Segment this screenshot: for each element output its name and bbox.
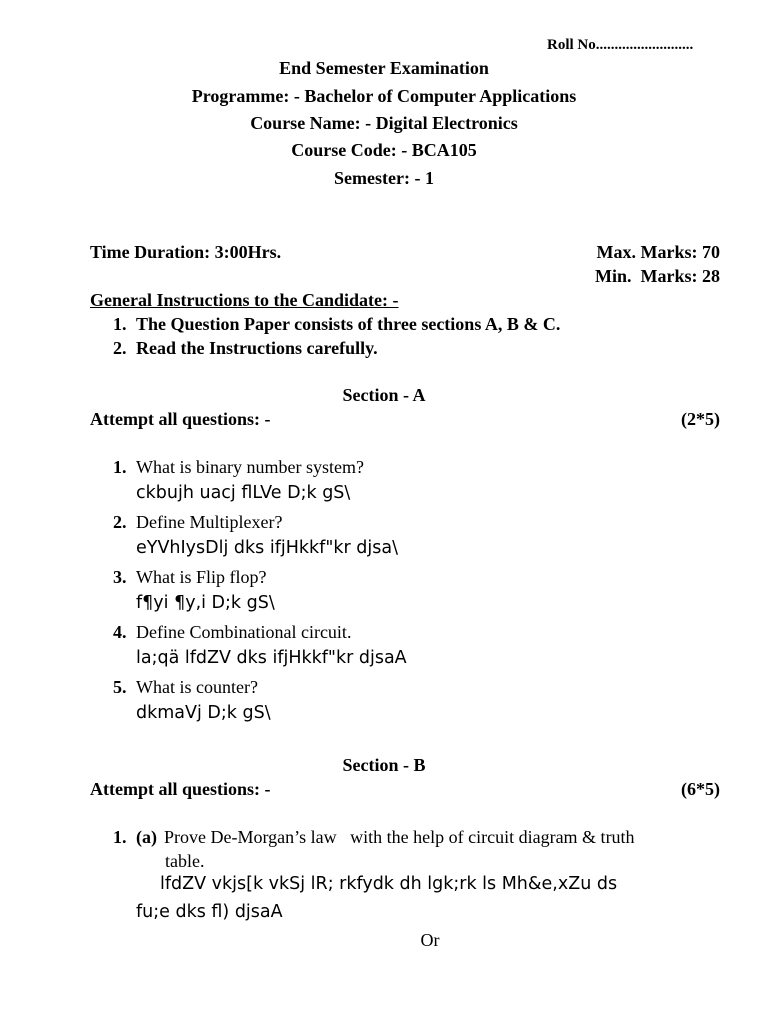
question-number: 5. (113, 677, 127, 697)
time-duration: Time Duration: 3:00Hrs. (90, 242, 282, 262)
instruction-number: 1. (113, 314, 127, 334)
section-b-title: Section - B (342, 755, 426, 775)
question-text: What is binary number system? (136, 457, 364, 477)
question-text: Define Multiplexer? (136, 512, 283, 532)
section-b-attempt: Attempt all questions: - (90, 779, 271, 799)
semester: Semester: - 1 (334, 168, 434, 188)
exam-title: End Semester Examination (279, 58, 489, 78)
question-text: Prove De-Morgan’s law with the help of circuit diagram & truth (164, 827, 635, 847)
question-number: 1. (113, 457, 127, 477)
section-a-attempt: Attempt all questions: - (90, 409, 271, 429)
question-text-hindi: f¶yi ¶y,i D;k gS\ (136, 593, 275, 613)
roll-no: Roll No.......................... (547, 37, 694, 53)
or-separator: Or (420, 930, 440, 950)
instruction-number: 2. (113, 338, 127, 358)
max-marks: Max. Marks: 70 (596, 242, 720, 262)
section-a-title: Section - A (342, 385, 426, 405)
min-marks: Min. Marks: 28 (595, 266, 720, 286)
question-text-hindi: lfdZV vkjs[k vkSj lR; rkfydk dh lgk;rk ls Mh&e,xZu ds (160, 874, 618, 894)
question-text: Define Combinational circuit. (136, 622, 352, 642)
question-text-continued: table. (165, 851, 205, 871)
instructions-heading: General Instructions to the Candidate: - (90, 290, 399, 310)
question-text: What is Flip flop? (136, 567, 267, 587)
instruction-item: Read the Instructions carefully. (136, 338, 378, 358)
question-text-hindi: dkmaVj D;k gS\ (136, 703, 271, 723)
question-text-hindi-continued: fu;e dks fl) djsaA (136, 902, 283, 922)
question-text-hindi: eYVhIysDlj dks ifjHkkf"kr djsa\ (136, 538, 398, 558)
question-text-hindi: ckbujh uacj flLVe D;k gS\ (136, 483, 351, 503)
question-text-hindi: la;qä lfdZV dks ifjHkkf"kr djsaA (136, 648, 407, 668)
question-part: (a) (136, 827, 157, 847)
section-a-marks: (2*5) (681, 409, 720, 429)
question-number: 1. (113, 827, 127, 847)
question-number: 3. (113, 567, 127, 587)
course-code: Course Code: - BCA105 (291, 140, 477, 160)
instruction-item: The Question Paper consists of three sections A, B & C. (136, 314, 561, 334)
question-number: 2. (113, 512, 127, 532)
programme: Programme: - Bachelor of Computer Applications (191, 86, 577, 106)
course-name: Course Name: - Digital Electronics (250, 113, 518, 133)
question-number: 4. (113, 622, 127, 642)
section-b-marks: (6*5) (681, 779, 720, 799)
question-text: What is counter? (136, 677, 258, 697)
